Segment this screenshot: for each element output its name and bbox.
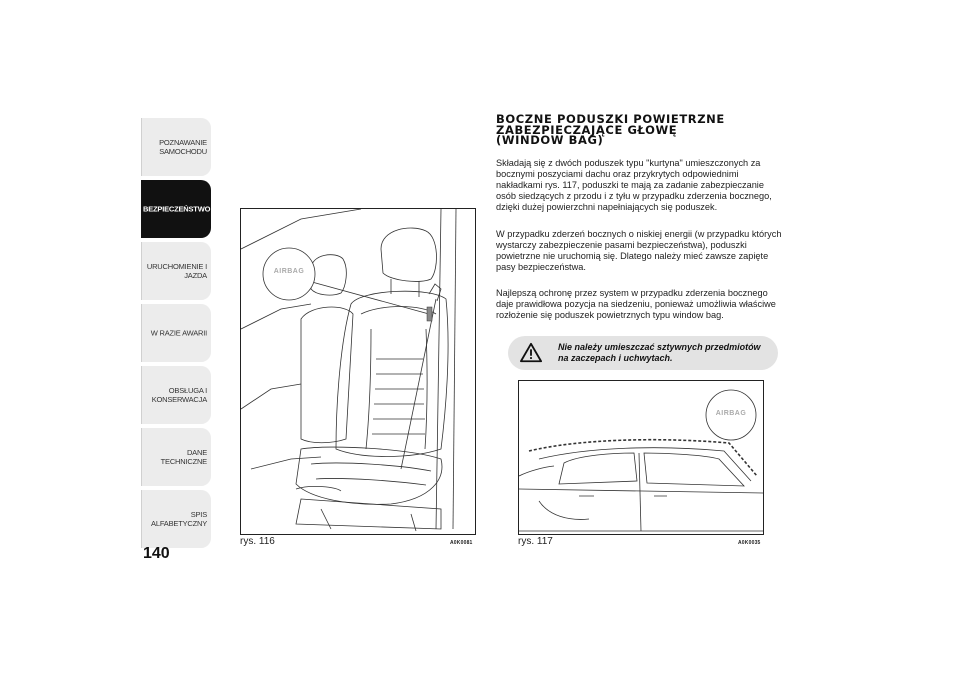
figure-caption: rys. 116 <box>240 536 275 547</box>
tab-label: DANE TECHNICZNE <box>160 448 207 466</box>
paragraph: Najlepszą ochronę przez system w przypadku zderzenia bocznego daje prawidłowa pozycja na siedzeniu, ponieważ umożliwia właściwe rozłożenie się poduszek powietrznych typu window bag. <box>496 288 776 320</box>
car-side-window-illustration <box>519 381 763 534</box>
tab-label: OBSŁUGA I KONSERWACJA <box>151 386 207 404</box>
tab-poznawanie-samochodu[interactable] <box>141 118 211 176</box>
figure-code: A0K0035 <box>738 540 761 546</box>
heading-line: BOCZNE PODUSZKI POWIETRZNE <box>496 112 725 126</box>
paragraph: Składają się z dwóch poduszek typu "kurtyna" umieszczonych za bocznymi poszyciami dachu oraz przykrytych odpowiednimi nakładkami rys. 117, poduszki te mają za zadanie zabezpieczanie osób siedzących z przodu i z tyłu w przypadku zderzenia bocznego, dzięki dużej powierzchni napełniających się poduszek. <box>496 158 772 212</box>
airbag-badge: AIRBAG <box>273 268 305 275</box>
section-heading <box>496 114 776 146</box>
tab-w-razie-awarii[interactable] <box>141 304 211 362</box>
page-number: 140 <box>143 545 170 562</box>
tab-uruchomienie-i-jazda[interactable] <box>141 242 211 300</box>
tab-dane-techniczne[interactable] <box>141 428 211 486</box>
tab-label: URUCHOMIENIE I JAZDA <box>146 262 207 280</box>
warning-box <box>508 336 778 370</box>
airbag-badge: AIRBAG <box>715 410 747 417</box>
heading-line: (WINDOW BAG) <box>496 133 604 147</box>
tab-label: W RAZIE AWARII <box>150 328 207 338</box>
warning-triangle-icon <box>520 342 542 364</box>
figure-code: A0K0081 <box>450 540 473 546</box>
tab-label: POZNAWANIE SAMOCHODU <box>159 138 207 156</box>
tab-label: BEZPIECZEŃSTWO <box>143 204 211 214</box>
figure-window-bag <box>518 380 764 535</box>
heading-line: ZABEZPIECZAJĄCE GŁOWĘ <box>496 122 678 137</box>
tab-bezpieczenstwo[interactable] <box>141 180 211 238</box>
warning-text: Nie należy umieszczać sztywnych przedmiotów na zaczepach i uchwytach. <box>558 342 761 363</box>
tab-label: SPIS ALFABETYCZNY <box>151 510 207 528</box>
tab-spis-alfabetyczny[interactable] <box>141 490 211 548</box>
figure-seat <box>240 208 476 535</box>
tab-obsluga-i-konserwacja[interactable] <box>141 366 211 424</box>
figure-caption: rys. 117 <box>518 536 553 547</box>
paragraph: W przypadku zderzeń bocznych o niskiej energii (w przypadku których wystarczy zabezpieczenie pasami bezpieczeństwa), poduszki powietrzne nie uruchomią się. Dlatego należy mieć zawsze zapięte pasy bezpieczeństwa. <box>496 229 782 272</box>
car-seat-illustration <box>241 209 475 534</box>
